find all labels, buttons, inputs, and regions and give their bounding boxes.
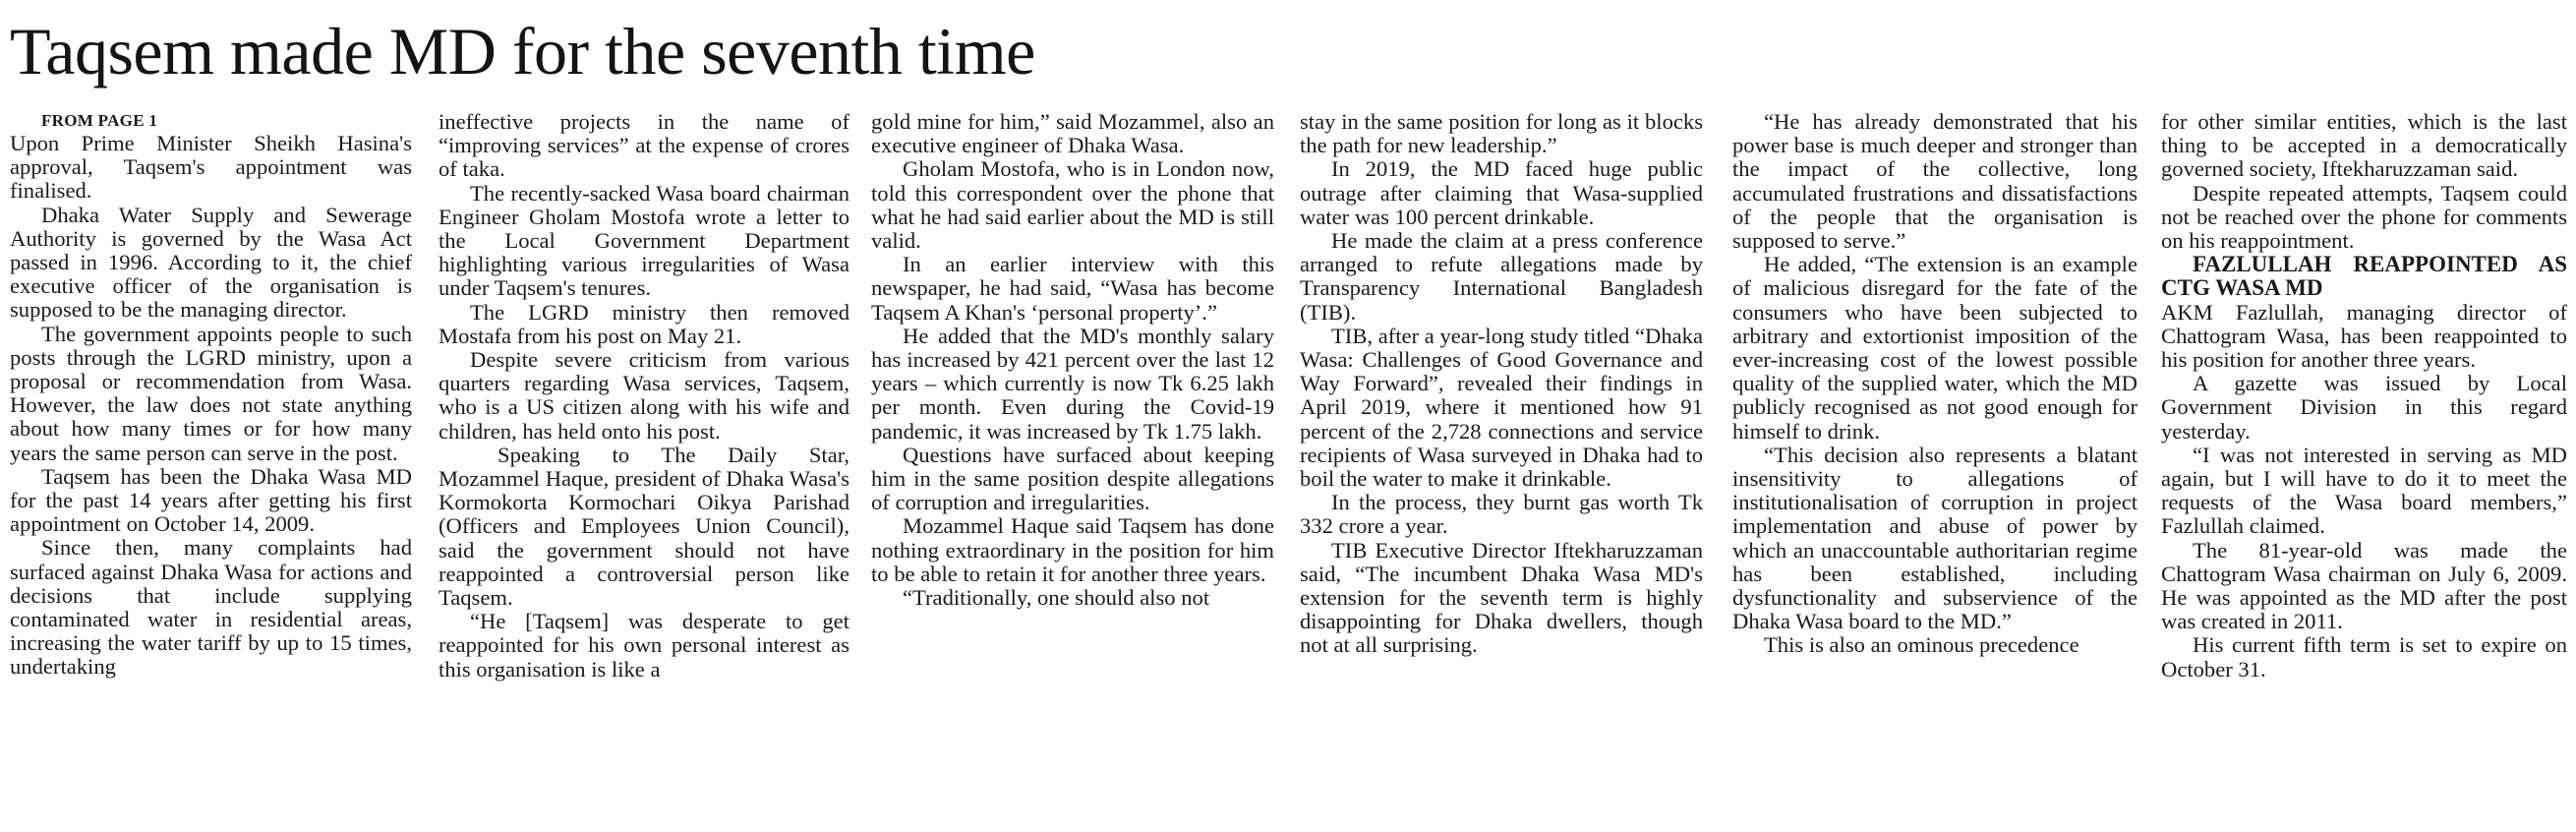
paragraph: for other similar entities, which is the last thing to be accepted in a democratically governed society, Iftekharuzzaman said. [2161,109,2567,182]
paragraph: In the process, they burnt gas worth Tk 332 crore a year. [1300,490,1703,539]
paragraph: AKM Fazlullah, managing director of Chattogram Wasa, has been reappointed to his position for another three years. [2161,299,2567,373]
paragraph: Taqsem has been the Dhaka Wasa MD for the past 14 years after getting his first appointment on October 14, 2009. [10,463,412,537]
paragraph: A gazette was issued by Local Government Division in this regard yesterday. [2161,371,2567,444]
paragraph: Gholam Mostofa, who is in London now, told this correspondent over the phone that what he had said earlier about the MD is still valid. [871,156,1274,254]
paragraph: ineffective projects in the name of “improving services” at the expense of crores of taka. [439,109,849,182]
paragraph: Questions have surfaced about keeping him in the same position despite allegations of corruption and irregularities. [871,442,1274,515]
paragraph: The recently-sacked Wasa board chairman Engineer Gholam Mostofa wrote a letter to the Local Government Department highlighting various irregularities of Wasa under Taqsem's tenures. [439,180,849,301]
paragraph: In an earlier interview with this newspaper, he had said, “Wasa has become Taqsem A Khan's ‘personal property’.” [871,252,1274,325]
article-column-5 [1732,110,2137,658]
paragraph: He added that the MD's monthly salary has increased by 421 percent over the last 12 years – which currently is now Tk 6.25 lakh per month. Even during the Covid-19 pandemic, it was increased by Tk 1.75 lakh. [871,323,1274,444]
paragraph: “I was not interested in serving as MD again, but I will have to do it to meet the requests of the Wasa board members,” Fazlullah claimed. [2161,442,2567,539]
article-column-2 [439,110,849,682]
paragraph: The government appoints people to such posts through the LGRD ministry, upon a proposal or recommendation from Wasa. However, the law does not state anything about how many times or for how many years the same person can serve in the post. [10,321,412,465]
subheading: FAZLULLAH REAPPOINTED AS CTG WASA MD [2161,252,2567,301]
paragraph: stay in the same position for long as it blocks the path for new leadership.” [1300,109,1703,158]
article-column-6 [2161,110,2567,682]
paragraph: TIB, after a year-long study titled “Dhaka Wasa: Challenges of Good Governance and Way Forward”, revealed their findings in April 2019, where it mentioned how 91 percent of the 2,728 connections and service recipients of Wasa surveyed in Dhaka had to boil the water to make it drinkable. [1300,323,1703,492]
paragraph: “Traditionally, one should also not [903,585,1210,611]
article-column-4 [1300,110,1703,658]
paragraph: “He has already demonstrated that his power base is much deeper and stronger than the impact of the collective, long accumulated frustrations and dissatisfactions of the people that the organisation is supposed to serve.” [1732,109,2137,254]
paragraph: Since then, many complaints had surfaced against Dhaka Wasa for actions and decisions that include supplying contaminated water in residential areas, increasing the water tariff by up to 15 times, undertaking [10,535,412,680]
paragraph: Mozammel Haque said Taqsem has done nothing extraordinary in the position for him to be able to retain it for another three years. [871,513,1274,586]
paragraph: He added, “The extension is an example of malicious disregard for the fate of the consumers who have been subjected to arbitrary and extortionist imposition of the ever-increasing cost of the lowest possible quality of the supplied water, which the MD publicly recognised as not good enough for himself to drink. [1732,252,2137,444]
paragraph: The LGRD ministry then removed Mostafa from his post on May 21. [439,299,849,348]
paragraph: Despite repeated attempts, Taqsem could not be reached over the phone for comments on his reappointment. [2161,180,2567,254]
article-column-1 [10,110,412,680]
article-headline: Taqsem made MD for the seventh time [10,14,1035,89]
paragraph: “This decision also represents a blatant insensitivity to allegations of institutionalisation of corruption in project implementation and abuse of power by which an unaccountable authoritarian regime has been established, including dysfunctionality and subservience of the Dhaka Wasa board to the MD.” [1732,442,2137,634]
paragraph: This is also an ominous precedence [1764,632,2079,658]
paragraph: Speaking to The Daily Star, Mozammel Haque, president of Dhaka Wasa's Kormokorta Kormochari Oikya Parishad (Officers and Employees Union Council), said the government should not have reappointed a controversial person like Taqsem. [439,442,849,611]
paragraph: Dhaka Water Supply and Sewerage Authority is governed by the Wasa Act passed in 1996. According to it, the chief executive officer of the organisation is supposed to be the managing director. [10,202,412,323]
paragraph: In 2019, the MD faced huge public outrage after claiming that Wasa-supplied water was 100 percent drinkable. [1300,156,1703,229]
paragraph: “He [Taqsem] was desperate to get reappointed for his own personal interest as this organisation is like a [439,609,849,682]
paragraph: The 81-year-old was made the Chattogram Wasa chairman on July 6, 2009. He was appointed as the MD after the post was created in 2011. [2161,537,2567,634]
dateline: FROM PAGE 1 [41,111,158,130]
paragraph: His current fifth term is set to expire on October 31. [2161,632,2567,682]
paragraph: gold mine for him,” said Mozammel, also an executive engineer of Dhaka Wasa. [871,109,1274,158]
article-column-3 [871,110,1274,610]
paragraph: He made the claim at a press conference arranged to refute allegations made by Transparency International Bangladesh (TIB). [1300,228,1703,325]
paragraph: TIB Executive Director Iftekharuzzaman said, “The incumbent Dhaka Wasa MD's extension for the seventh term is highly disappointing for Dhaka dwellers, though not at all surprising. [1300,537,1703,658]
paragraph: Upon Prime Minister Sheikh Hasina's approval, Taqsem's appointment was finalised. [10,131,412,204]
paragraph: Despite severe criticism from various quarters regarding Wasa services, Taqsem, who is a US citizen along with his wife and children, has held onto his post. [439,347,849,444]
